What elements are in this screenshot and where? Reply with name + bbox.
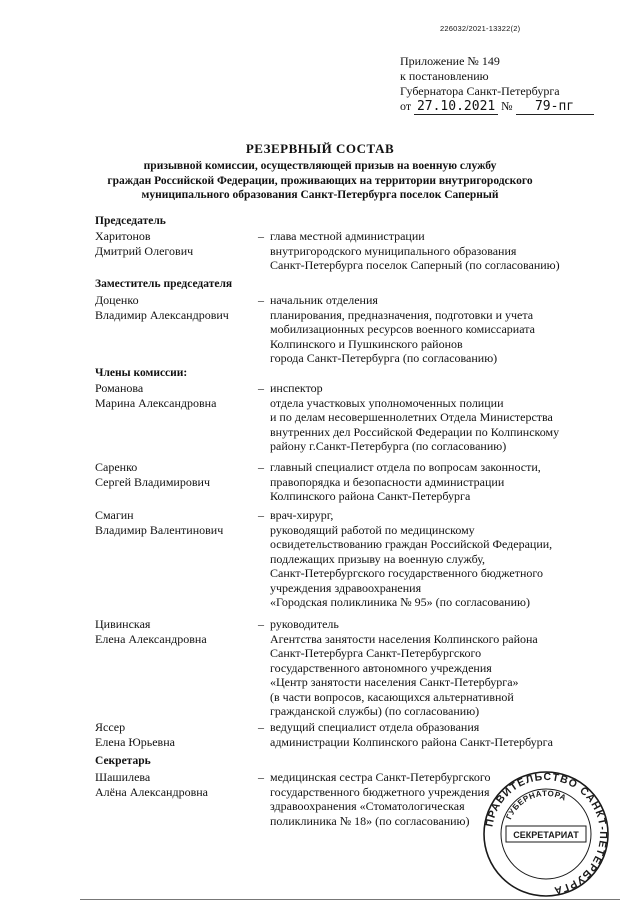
position-line: учреждения здравоохранения	[270, 580, 422, 595]
dash: –	[258, 508, 264, 522]
position-line: государственного бюджетного учреждения	[270, 784, 490, 799]
position-line: правопорядка и безопасности администрации	[270, 474, 505, 489]
person-position	[270, 293, 600, 366]
position-line: инспектор	[270, 381, 323, 395]
position-line: начальник отделения	[270, 293, 378, 307]
seal-center-text: СЕКРЕТАРИАТ	[513, 830, 579, 840]
position-line: руководящий работой по медицинскому	[270, 522, 475, 537]
surname: Цивинская	[95, 617, 151, 631]
appendix-line-3: Губернатора Санкт-Петербурга	[400, 84, 560, 98]
position-line: здравоохранения «Стоматологическая	[270, 799, 465, 813]
position-line: Агентства занятости населения Колпинского района	[270, 631, 538, 646]
position-line: администрации Колпинского района Санкт-Петербурга	[270, 734, 553, 749]
person-position	[270, 508, 600, 610]
position-line: главный специалист отдела по вопросам законности,	[270, 460, 541, 474]
given-names: Елена Юрьевна	[95, 734, 175, 749]
dash: –	[258, 460, 264, 474]
dash: –	[258, 770, 264, 784]
person-name	[95, 460, 255, 489]
person-position	[270, 460, 600, 504]
subtitle-line: призывной комиссии, осуществляющей призыв на военную службу	[143, 160, 497, 172]
position-line: глава местной администрации	[270, 229, 425, 243]
position-line: и по делам несовершеннолетних Отдела Министерства	[270, 410, 553, 424]
position-line: Санкт-Петербурга Санкт-Петербургского	[270, 646, 482, 660]
surname: Смагин	[95, 508, 134, 522]
position-line: подлежащих призыву на военную службу,	[270, 551, 486, 566]
position-line: внутригородского муниципального образования	[270, 243, 517, 258]
surname: Харитонов	[95, 229, 151, 243]
document-id: 226032/2021-13322(2)	[440, 24, 521, 33]
given-names: Марина Александровна	[95, 395, 217, 410]
position-line: руководитель	[270, 617, 339, 631]
position-line: Колпинского района Санкт-Петербурга	[270, 489, 471, 503]
dash: –	[258, 720, 264, 734]
person-name	[95, 293, 255, 322]
given-names: Елена Александровна	[95, 631, 207, 646]
position-line: мобилизационных ресурсов военного комиссариата	[270, 322, 535, 336]
from-label: от	[400, 99, 412, 113]
document-subtitle	[80, 159, 560, 203]
section-deputy: Заместитель председателя	[95, 278, 233, 290]
person-name	[95, 381, 255, 410]
position-line: гражданской службы) (по согласованию)	[270, 704, 480, 718]
position-line: планирования, предназначения, подготовки и учета	[270, 307, 534, 322]
document-title: РЕЗЕРВНЫЙ СОСТАВ	[245, 141, 395, 156]
appendix-number: 79-пг	[516, 99, 594, 115]
seal-outer-text: ПРАВИТЕЛЬСТВО САНКТ-ПЕТЕРБУРГА	[483, 770, 610, 897]
position-line: (в части вопросов, касающихся альтернативной	[270, 689, 514, 704]
dash: –	[258, 381, 264, 395]
appendix-line-1: Приложение № 149	[400, 54, 500, 68]
number-label: №	[501, 99, 513, 113]
given-names: Дмитрий Олегович	[95, 243, 194, 258]
person-name	[95, 617, 255, 646]
person-position	[270, 720, 600, 749]
position-line: «Городская поликлиника № 95» (по согласованию)	[270, 595, 530, 609]
position-line: району г.Санкт-Петербурга (по согласованию)	[270, 439, 507, 453]
position-line: поликлиника № 18» (по согласованию)	[270, 813, 470, 828]
person-name	[95, 508, 255, 537]
position-line: отдела участковых уполномоченных полиции	[270, 395, 504, 410]
section-chair: Председатель	[95, 215, 166, 227]
given-names: Сергей Владимирович	[95, 474, 210, 489]
official-seal	[482, 770, 610, 898]
position-line: Санкт-Петербургского государственного бюджетного	[270, 566, 544, 580]
given-names: Владимир Александрович	[95, 307, 229, 322]
appendix-date: 27.10.2021	[414, 99, 498, 115]
section-secretary: Секретарь	[95, 755, 151, 767]
surname: Шашилева	[95, 770, 151, 784]
position-line: медицинская сестра Санкт-Петербургского	[270, 770, 491, 784]
person-name	[95, 770, 255, 799]
position-line: освидетельствованию граждан Российской Федерации,	[270, 537, 553, 551]
seal-inner-text: ГУБЕРНАТОРА	[504, 788, 568, 821]
appendix-line-2: к постановлению	[400, 69, 489, 83]
position-line: Санкт-Петербурга поселок Саперный (по согласованию)	[270, 258, 560, 272]
person-position	[270, 381, 600, 454]
dash: –	[258, 617, 264, 631]
position-line: Колпинского и Пушкинского районов	[270, 336, 463, 351]
person-name	[95, 720, 255, 749]
position-line: государственного автономного учреждения	[270, 660, 492, 675]
surname: Доценко	[95, 293, 139, 307]
position-line: врач-хирург,	[270, 508, 334, 522]
dash: –	[258, 293, 264, 307]
surname: Яссер	[95, 720, 126, 734]
position-line: ведущий специалист отдела образования	[270, 720, 480, 734]
person-position	[270, 229, 600, 273]
position-line: города Санкт-Петербурга (по согласованию)	[270, 351, 498, 365]
subtitle-line: граждан Российской Федерации, проживающих на территории внутригородского	[107, 174, 533, 187]
dash: –	[258, 229, 264, 243]
given-names: Владимир Валентинович	[95, 522, 224, 537]
person-name	[95, 229, 255, 258]
position-line: внутренних дел Российской Федерации по Колпинскому	[270, 424, 560, 439]
person-position	[270, 617, 600, 719]
page-bottom-edge	[80, 899, 620, 900]
given-names: Алёна Александровна	[95, 784, 208, 799]
subtitle-line: муниципального образования Санкт-Петербурга поселок Саперный	[141, 189, 499, 201]
appendix-block	[400, 54, 594, 115]
position-line: «Центр занятости населения Санкт-Петербурга»	[270, 675, 519, 689]
surname: Романова	[95, 381, 144, 395]
surname: Саренко	[95, 460, 138, 474]
section-members: Члены комиссии:	[95, 367, 188, 379]
appendix-date-row	[400, 99, 594, 115]
